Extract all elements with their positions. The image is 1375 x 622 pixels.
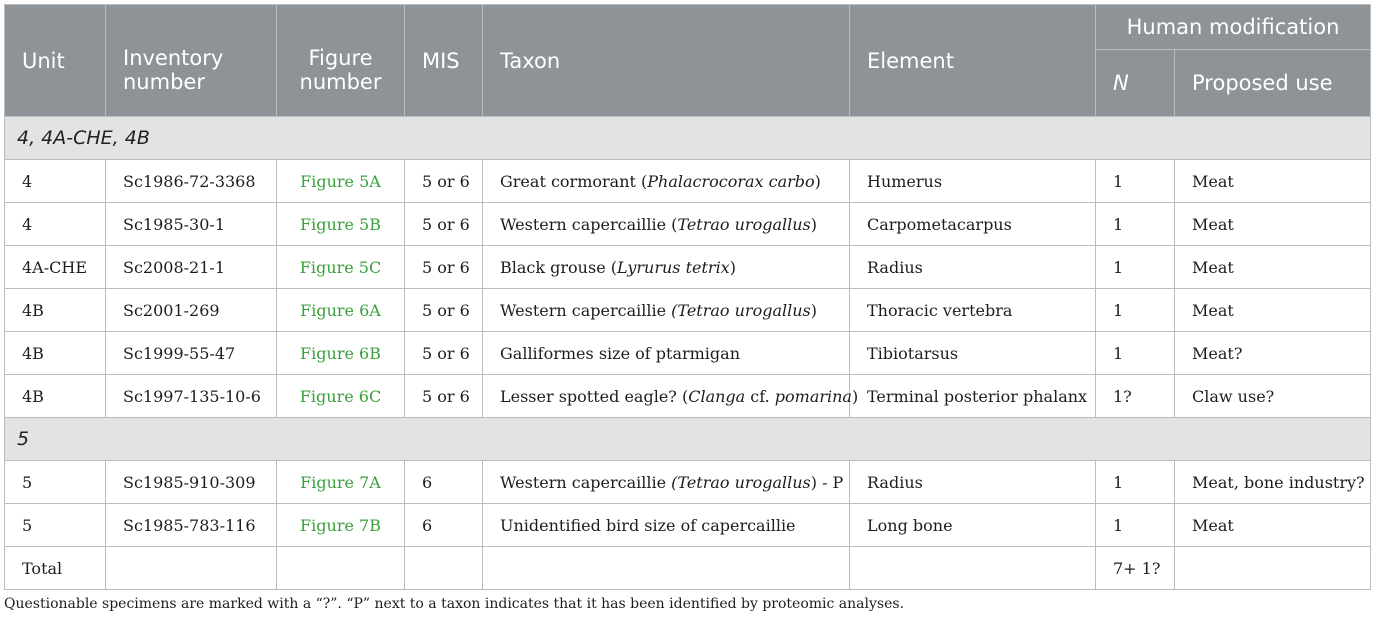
table-body <box>5 117 1371 590</box>
cell-element: Humerus <box>850 160 1096 203</box>
cell-proposed-use: Claw use? <box>1175 375 1371 418</box>
cell-figure-number <box>277 160 405 203</box>
taxon-latin-name: Tetrao urogallus <box>677 214 811 234</box>
figure-link[interactable]: Figure 6C <box>299 386 382 406</box>
figure-link[interactable]: Figure 5B <box>300 214 381 234</box>
cell-inventory-number: Sc2008-21-1 <box>106 246 277 289</box>
cell-proposed-use: Meat <box>1175 504 1371 547</box>
cell-taxon <box>483 375 859 418</box>
taxon-suffix: ) <box>814 171 821 191</box>
cell-element: Tibiotarsus <box>850 332 1096 375</box>
table-row <box>5 332 1371 375</box>
group-label: 5 <box>5 418 1371 461</box>
table-row <box>5 203 1371 246</box>
figure-link[interactable]: Figure 5C <box>299 257 382 277</box>
taxon-latin-name: Phalacrocorax carbo <box>647 171 815 191</box>
cell-inventory-number: Sc1985-783-116 <box>106 504 277 547</box>
taxon-common-name: Western capercaillie ( <box>500 214 678 234</box>
header-human-modification: Human modification <box>1096 5 1371 50</box>
group-label: 4, 4A-CHE, 4B <box>5 117 1371 160</box>
cell-element: Radius <box>850 461 1096 504</box>
empty-cell <box>277 547 405 590</box>
table-footnote: Questionable specimens are marked with a “?”. “P” next to a taxon indicates that it has been identified by proteomic analyses. <box>4 596 905 612</box>
taxon-latin-name: Lyrurus tetrix <box>617 257 730 277</box>
cell-figure-number <box>277 375 405 418</box>
table-row <box>5 246 1371 289</box>
cell-mis: 5 or 6 <box>405 332 483 375</box>
cell-inventory-number: Sc1985-910-309 <box>106 461 277 504</box>
cell-inventory-number: Sc2001-269 <box>106 289 277 332</box>
cell-figure-number <box>277 461 405 504</box>
figure-link[interactable]: Figure 7B <box>300 515 381 535</box>
taxon-latin-name: (Tetrao urogallus <box>671 300 811 320</box>
cell-figure-number <box>277 203 405 246</box>
cell-taxon <box>483 160 850 203</box>
cell-inventory-number: Sc1986-72-3368 <box>106 160 277 203</box>
cell-unit: 5 <box>5 461 106 504</box>
cell-unit: 4B <box>5 289 106 332</box>
header-figure-number: Figure number <box>277 5 405 117</box>
group-row <box>5 418 1371 461</box>
cell-unit: 4B <box>5 375 106 418</box>
taxon-suffix: ) <box>729 257 736 277</box>
cell-n: 1 <box>1096 246 1175 289</box>
cell-mis: 5 or 6 <box>405 160 483 203</box>
cell-proposed-use: Meat <box>1175 246 1371 289</box>
taxon-suffix: cf. <box>745 386 775 406</box>
header-proposed-use: Proposed use <box>1175 50 1371 117</box>
taxon-common-name: Western capercaillie <box>500 300 672 320</box>
total-row <box>5 547 1371 590</box>
total-n: 7+ 1? <box>1096 547 1175 590</box>
taxon-common-name: Lesser spotted eagle? ( <box>500 386 689 406</box>
figure-link[interactable]: Figure 6A <box>300 300 381 320</box>
cell-proposed-use: Meat <box>1175 289 1371 332</box>
figure-link[interactable]: Figure 5A <box>300 171 381 191</box>
cell-taxon <box>483 332 850 375</box>
cell-mis: 5 or 6 <box>405 375 483 418</box>
empty-cell <box>1175 547 1371 590</box>
cell-proposed-use: Meat? <box>1175 332 1371 375</box>
figure-link[interactable]: Figure 6B <box>300 343 381 363</box>
cell-n: 1 <box>1096 289 1175 332</box>
empty-cell <box>405 547 483 590</box>
cell-n: 1 <box>1096 461 1175 504</box>
cell-element: Radius <box>850 246 1096 289</box>
cell-inventory-number: Sc1985-30-1 <box>106 203 277 246</box>
taxon-latin-name: (Tetrao urogallus <box>671 472 811 492</box>
cell-unit: 4A-CHE <box>5 246 106 289</box>
taxon-common-name: Unidentified bird size of capercaillie <box>500 515 796 535</box>
total-label: Total <box>5 547 106 590</box>
cell-taxon <box>483 461 850 504</box>
taxon-suffix: ) - P <box>810 472 844 492</box>
cell-unit: 4 <box>5 203 106 246</box>
empty-cell <box>106 547 277 590</box>
cell-proposed-use: Meat <box>1175 203 1371 246</box>
header-taxon: Taxon <box>483 5 850 117</box>
cell-n: 1 <box>1096 504 1175 547</box>
header-mis: MIS <box>405 5 483 117</box>
cell-mis: 5 or 6 <box>405 289 483 332</box>
specimen-table <box>4 4 1371 590</box>
cell-figure-number <box>277 246 405 289</box>
taxon-suffix: ) <box>810 214 817 234</box>
cell-n: 1? <box>1096 375 1175 418</box>
figure-link[interactable]: Figure 7A <box>300 472 381 492</box>
cell-element: Long bone <box>850 504 1096 547</box>
cell-taxon <box>483 246 850 289</box>
cell-element: Thoracic vertebra <box>850 289 1096 332</box>
taxon-common-name: Western capercaillie <box>500 472 672 492</box>
cell-n: 1 <box>1096 160 1175 203</box>
cell-inventory-number: Sc1997-135-10-6 <box>106 375 277 418</box>
cell-mis: 6 <box>405 461 483 504</box>
cell-element: Terminal posterior phalanx <box>850 375 1096 418</box>
cell-proposed-use: Meat <box>1175 160 1371 203</box>
cell-figure-number <box>277 289 405 332</box>
cell-taxon <box>483 504 850 547</box>
header-unit: Unit <box>5 5 106 117</box>
cell-mis: 6 <box>405 504 483 547</box>
cell-unit: 5 <box>5 504 106 547</box>
cell-n: 1 <box>1096 203 1175 246</box>
taxon-suffix: ) <box>810 300 817 320</box>
table-row <box>5 461 1371 504</box>
cell-figure-number <box>277 332 405 375</box>
taxon-common-name: Black grouse ( <box>500 257 617 277</box>
taxon-common-name: Galliformes size of ptarmigan <box>500 343 740 363</box>
taxon-latin-name: Clanga <box>688 386 746 406</box>
empty-cell <box>850 547 1096 590</box>
cell-element: Carpometacarpus <box>850 203 1096 246</box>
taxon-latin-name: pomarina <box>774 386 852 406</box>
table-row <box>5 504 1371 547</box>
cell-unit: 4 <box>5 160 106 203</box>
table-row <box>5 289 1371 332</box>
cell-taxon <box>483 289 850 332</box>
cell-figure-number <box>277 504 405 547</box>
empty-cell <box>483 547 850 590</box>
cell-mis: 5 or 6 <box>405 203 483 246</box>
table-row <box>5 160 1371 203</box>
cell-taxon <box>483 203 850 246</box>
group-row <box>5 117 1371 160</box>
taxon-suffix: ) <box>851 386 859 406</box>
header-inventory-number: Inventory number <box>106 5 277 117</box>
cell-proposed-use: Meat, bone industry? <box>1175 461 1371 504</box>
cell-mis: 5 or 6 <box>405 246 483 289</box>
cell-inventory-number: Sc1999-55-47 <box>106 332 277 375</box>
table-row <box>5 375 1371 418</box>
cell-n: 1 <box>1096 332 1175 375</box>
taxon-common-name: Great cormorant ( <box>500 171 648 191</box>
header-element: Element <box>850 5 1096 117</box>
cell-unit: 4B <box>5 332 106 375</box>
header-n: N <box>1096 50 1175 117</box>
